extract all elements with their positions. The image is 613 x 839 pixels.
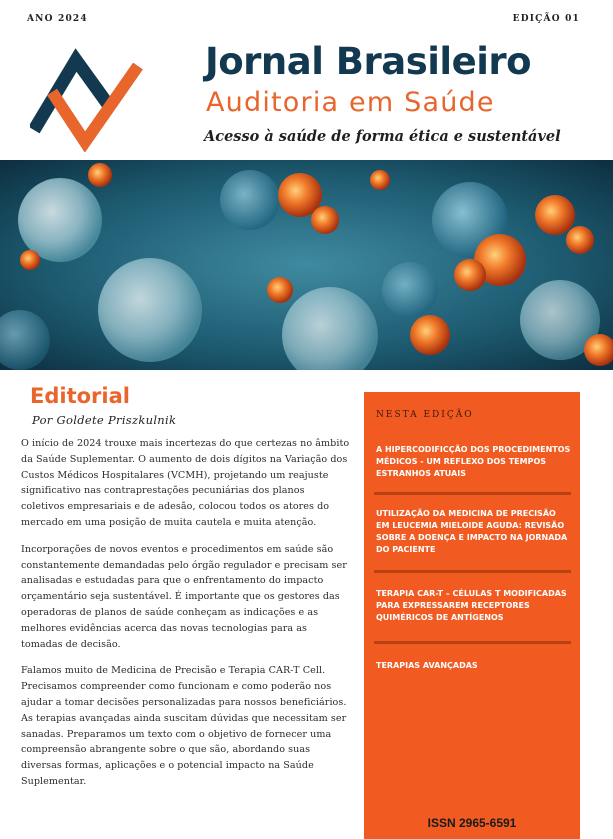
editorial-heading: Editorial xyxy=(30,384,130,408)
issue-article-link[interactable]: TERAPIA CAR-T – CÉLULAS T MODIFICADAS PARA EXPRESSAREM RECEPTORES QUIMÉRICOS DE ANTÍGENOS xyxy=(376,589,567,622)
journal-subtitle: Auditoria em Saúde xyxy=(206,87,495,118)
issue-article-link[interactable]: TERAPIAS AVANÇADAS xyxy=(376,661,478,670)
divider xyxy=(374,492,571,495)
issn-label: ISSN 2965-6591 xyxy=(427,816,517,830)
editorial-body xyxy=(21,436,351,801)
journal-title: Jornal Brasileiro xyxy=(205,40,532,83)
editorial-paragraph: O início de 2024 trouxe mais incertezas do que certezas no âmbito da Saúde Suplementar. O aumento de dois dígitos na Variação dos Custos Médicos Hospitalares (VCMH), projetando um reajuste significativo nas contraprestações pecuniárias dos planos coletivos empresariais e de adesão, colocou todos os atores do mercado em uma posição de muita cautela e muita atenção. xyxy=(21,438,350,528)
divider xyxy=(374,570,571,573)
editorial-paragraph: Falamos muito de Medicina de Precisão e Terapia CAR-T Cell. Precisamos compreender como funcionam e como poderão nos ajudar a tomar decisões personalizadas para nossos beneficiários. As terapias avançadas ainda suscitam dúvidas que necessitam ser sanadas. Preparamos um texto com o objetivo de fornecer uma compreensão abrangente sobre o que são, abordando suas diversas formas, aplicações e o potencial impacto na Saúde Suplementar. xyxy=(21,665,347,787)
editorial-byline: Por Goldete Priszkulnik xyxy=(32,413,177,427)
year-label: ANO 2024 xyxy=(27,14,88,24)
journal-logo xyxy=(30,44,146,152)
issue-article-link[interactable]: A HIPERCODIFICÇÃO DOS PROCEDIMENTOS MÉDICOS - UM REFLEXO DOS TEMPOS ESTRANHOS ATUAIS xyxy=(376,445,571,478)
in-this-issue-panel xyxy=(364,392,580,839)
editorial-paragraph: Incorporações de novos eventos e procedimentos em saúde são constantemente demandadas pelo órgão regulador e precisam ser analisadas e estudadas para que o enfrentamento do impacto orçamentário seja sustentável. É importante que os gestores das operadoras de planos de saúde conheçam as indicações e as melhores evidências acerca das novas tecnologias para as tomadas de decisão. xyxy=(21,543,347,650)
edition-label: EDIÇÃO 01 xyxy=(512,14,580,24)
issue-article-link[interactable]: UTILIZAÇÃO DA MEDICINA DE PRECISÃO EM LEUCEMIA MIELOIDE AGUDA: REVISÃO SOBRE A DOENÇA E IMPACTO NA JORNADA DO PACIENTE xyxy=(376,509,568,554)
panel-heading: NESTA EDIÇÃO xyxy=(376,410,474,420)
hero-cell-image xyxy=(0,160,613,370)
divider xyxy=(374,641,571,644)
tagline: Acesso à saúde de forma ética e sustentável xyxy=(204,128,561,145)
